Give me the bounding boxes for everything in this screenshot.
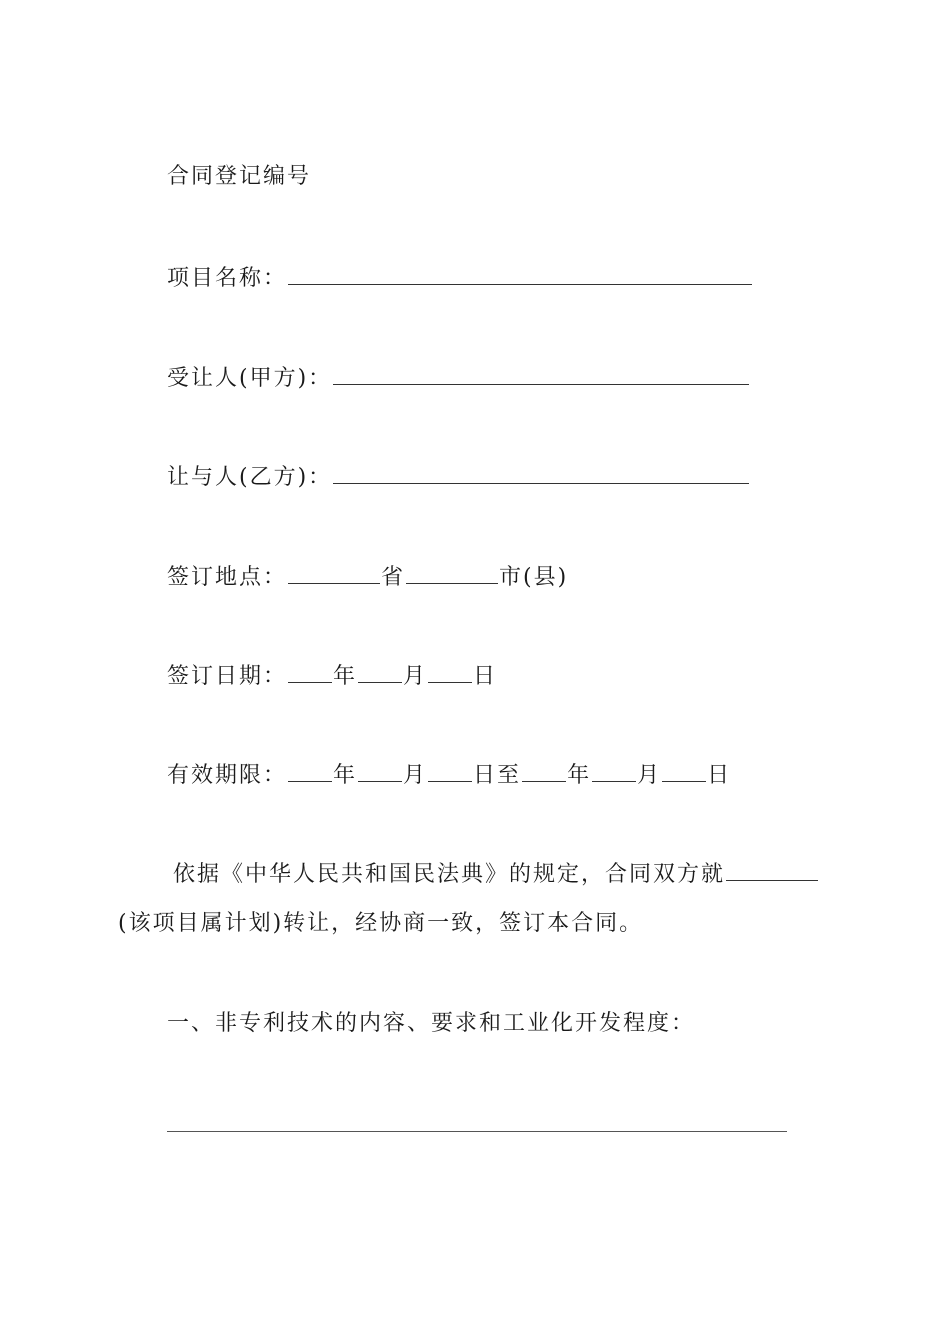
month-text: 月	[403, 763, 428, 788]
party-a-label: 受让人(甲方)：	[167, 366, 333, 391]
end-year-blank[interactable]	[522, 759, 566, 782]
party-b-label: 让与人(乙方)：	[167, 465, 333, 490]
basis-paragraph-line1	[173, 858, 819, 890]
signing-place-label: 签订地点：	[167, 565, 288, 590]
project-name-label: 项目名称：	[167, 266, 288, 291]
party-a-blank[interactable]	[333, 362, 749, 385]
year-text: 年	[333, 763, 358, 788]
signing-place-line	[167, 561, 568, 593]
end-day-blank[interactable]	[662, 759, 706, 782]
year-text: 年	[567, 763, 592, 788]
province-text: 省	[381, 565, 406, 590]
signing-day-blank[interactable]	[428, 660, 472, 683]
province-blank[interactable]	[288, 561, 380, 584]
basis-text-2: (该项目属计划)转让，经协商一致，签订本合同。	[118, 911, 644, 936]
start-month-blank[interactable]	[358, 759, 402, 782]
signing-date-label: 签订日期：	[167, 664, 288, 689]
signing-date-line	[167, 660, 497, 692]
validity-line	[167, 759, 731, 791]
day-text: 日	[473, 664, 498, 689]
party-b-line	[167, 461, 750, 493]
section-1-answer-line[interactable]	[167, 1131, 787, 1132]
signing-month-blank[interactable]	[358, 660, 402, 683]
section-1-heading: 一、非专利技术的内容、要求和工业化开发程度：	[167, 1011, 696, 1036]
day-text: 日	[707, 763, 732, 788]
city-blank[interactable]	[406, 561, 498, 584]
basis-paragraph-line2	[118, 909, 643, 939]
basis-text-1: 依据《中华人民共和国民法典》的规定，合同双方就	[173, 862, 726, 887]
registration-number-line	[167, 162, 311, 192]
start-year-blank[interactable]	[288, 759, 332, 782]
signing-year-blank[interactable]	[288, 660, 332, 683]
to-text: 日至	[473, 763, 522, 788]
project-name-line	[167, 262, 753, 294]
section-1-heading-line	[167, 1009, 695, 1039]
registration-number-label: 合同登记编号	[167, 164, 312, 189]
month-text: 月	[637, 763, 662, 788]
project-name-blank[interactable]	[288, 262, 752, 285]
project-blank[interactable]	[726, 858, 818, 881]
party-a-line	[167, 362, 750, 394]
city-county-text: 市(县)	[499, 565, 569, 590]
year-text: 年	[333, 664, 358, 689]
start-day-blank[interactable]	[428, 759, 472, 782]
party-b-blank[interactable]	[333, 461, 749, 484]
month-text: 月	[403, 664, 428, 689]
validity-label: 有效期限：	[167, 763, 288, 788]
end-month-blank[interactable]	[592, 759, 636, 782]
